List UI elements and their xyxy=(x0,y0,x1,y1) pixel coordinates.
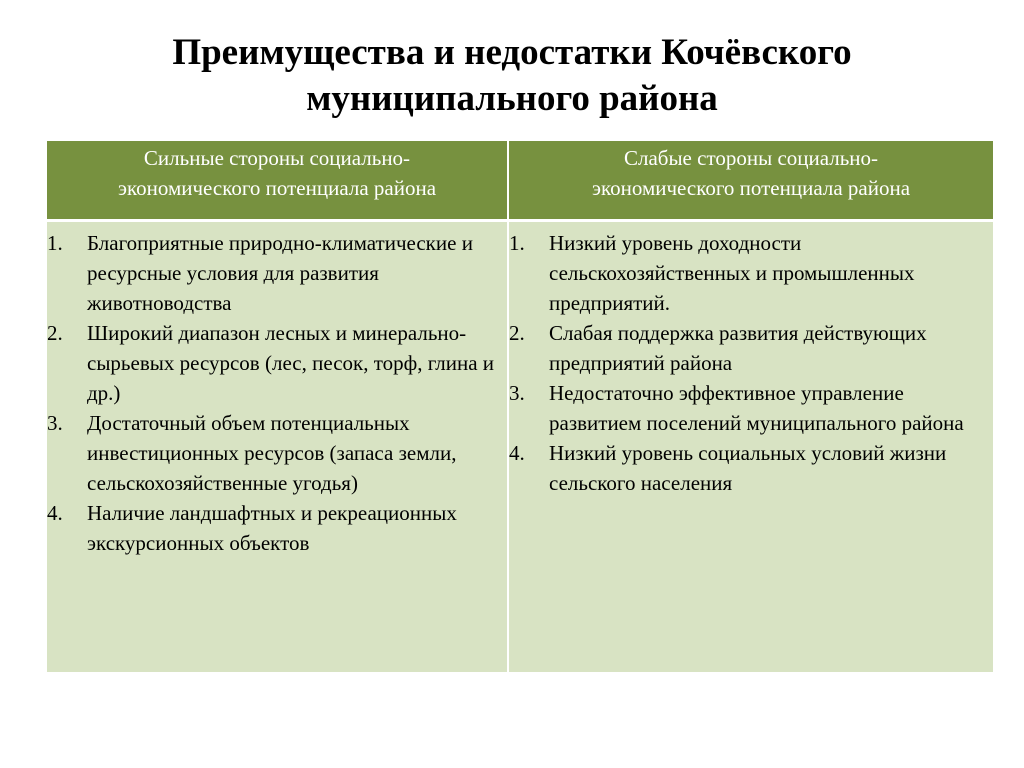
strengths-list xyxy=(47,228,507,558)
header-strengths-line-2: экономического потенциала района xyxy=(117,176,437,200)
header-strengths xyxy=(47,141,508,221)
list-item-number: 2. xyxy=(509,321,525,345)
weaknesses-list xyxy=(509,228,993,498)
header-weaknesses-line-2: экономического потенциала района xyxy=(591,176,911,200)
strengths-weaknesses-table xyxy=(47,141,993,672)
list-item-number: 1. xyxy=(509,231,525,255)
list-item-number: 4. xyxy=(509,441,525,465)
list-item-text: Низкий уровень доходности сельскохозяйственных и промышленных предприятий. xyxy=(549,231,915,315)
list-item-number: 3. xyxy=(509,381,525,405)
list-item xyxy=(509,318,993,378)
header-weaknesses-line-1: Слабые стороны социально- xyxy=(623,146,879,170)
header-weaknesses xyxy=(508,141,993,221)
weaknesses-cell xyxy=(508,221,993,673)
list-item-text: Широкий диапазон лесных и минерально-сырьевых ресурсов (лес, песок, торф, глина и др.) xyxy=(87,321,495,405)
list-item xyxy=(509,378,993,438)
slide-title-line-2: муниципального района xyxy=(306,78,718,119)
list-item xyxy=(47,498,507,558)
list-item xyxy=(509,438,993,498)
list-item-number: 2. xyxy=(47,321,63,345)
list-item xyxy=(509,228,993,318)
list-item-text: Благоприятные природно-климатические и ресурсные условия для развития животноводства xyxy=(87,231,473,315)
list-item-text: Наличие ландшафтных и рекреационных экскурсионных объектов xyxy=(87,501,457,555)
list-item-text: Недостаточно эффективное управление развитием поселений муниципального района xyxy=(549,381,964,435)
list-item-number: 4. xyxy=(47,501,63,525)
header-strengths-line-1: Сильные стороны социально- xyxy=(143,146,411,170)
list-item-text: Достаточный объем потенциальных инвестиционных ресурсов (запаса земли, сельскохозяйственные угодья) xyxy=(87,411,457,495)
list-item-number: 1. xyxy=(47,231,63,255)
list-item xyxy=(47,408,507,498)
slide-title xyxy=(0,30,1024,122)
strengths-cell xyxy=(47,221,508,673)
list-item-number: 3. xyxy=(47,411,63,435)
list-item xyxy=(47,318,507,408)
list-item-text: Слабая поддержка развития действующих предприятий района xyxy=(549,321,927,375)
slide-title-line-1: Преимущества и недостатки Кочёвского xyxy=(172,32,852,73)
list-item-text: Низкий уровень социальных условий жизни сельского населения xyxy=(549,441,947,495)
table-header-row xyxy=(47,141,993,221)
table-body-row xyxy=(47,221,993,673)
list-item xyxy=(47,228,507,318)
